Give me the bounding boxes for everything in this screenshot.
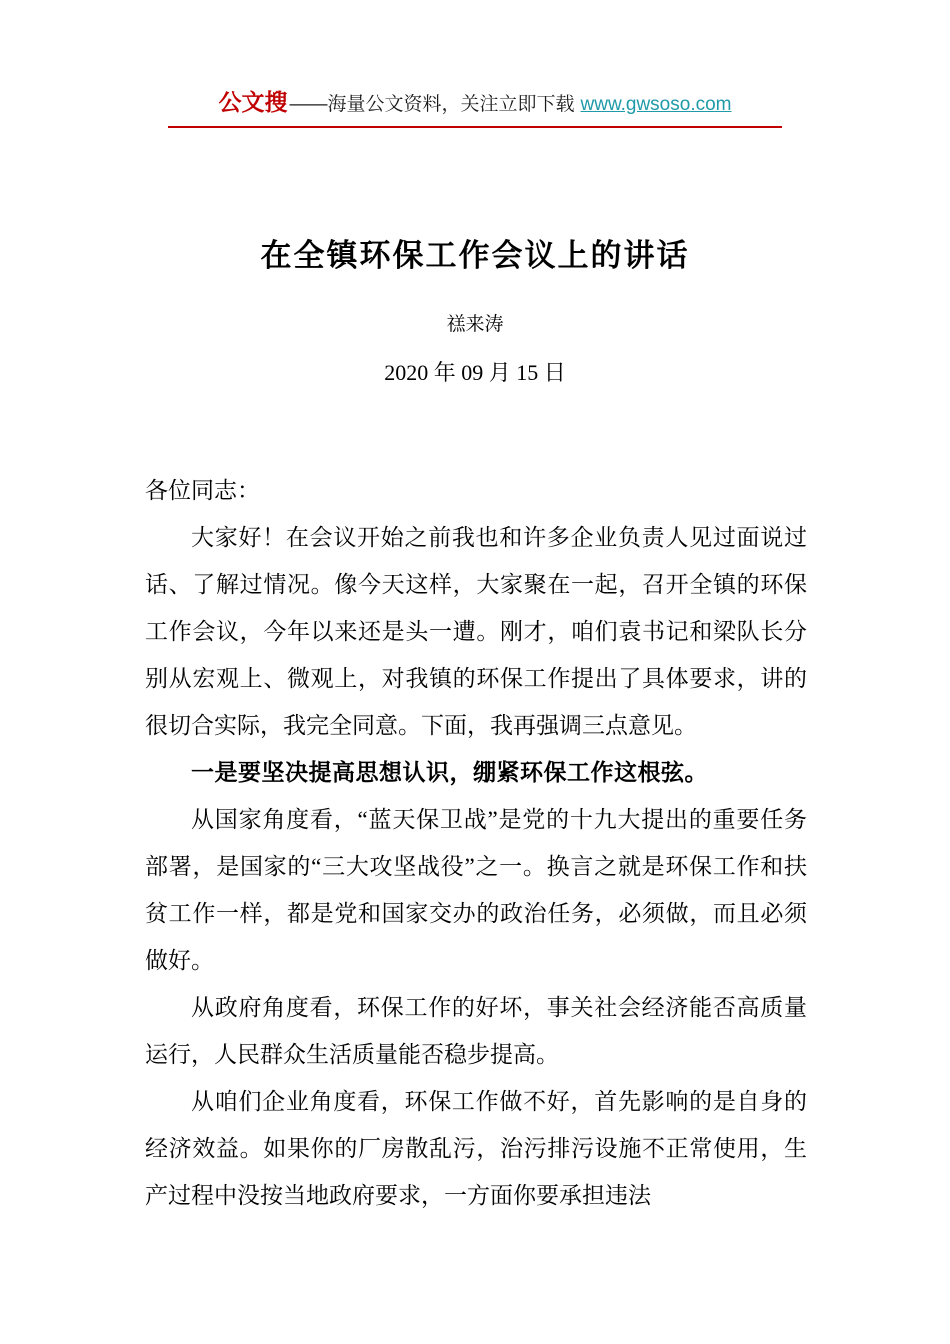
- header-divider: [168, 126, 782, 128]
- page-title: 在全镇环保工作会议上的讲话: [260, 238, 690, 273]
- body-paragraph: 大家好！在会议开始之前我也和许多企业负责人见过面说过话、了解过情况。像今天这样，大家聚在一起，召开全镇的环保工作会议，今年以来还是头一遭。刚才，咱们袁书记和梁队长分别从宏观上、微观上，对我镇的环保工作提出了具体要求，讲的很切合实际，我完全同意。下面，我再强调三点意见。: [145, 525, 807, 738]
- header-link[interactable]: www.gwsoso.com: [580, 94, 732, 115]
- salutation-line: 各位同志：: [145, 478, 260, 503]
- body-paragraph: 从咱们企业角度看，环保工作做不好，首先影响的是自身的经济效益。如果你的厂房散乱污，治污排污设施不正常使用，生产过程中没按当地政府要求，一方面你要承担违法: [145, 1089, 807, 1208]
- document-body: [145, 467, 807, 1219]
- document-author: 禚来涛: [446, 314, 504, 335]
- body-paragraph: 从国家角度看，“蓝天保卫战”是党的十九大提出的重要任务部署，是国家的“三大攻坚战役”之一。换言之就是环保工作和扶贫工作一样，都是党和国家交办的政治任务，必须做，而且必须做好。: [145, 807, 807, 973]
- header-tagline: ——海量公文资料，关注立即下载: [289, 94, 575, 115]
- brand-logo: 公文搜: [218, 89, 288, 115]
- document-date: 2020 年 09 月 15 日: [384, 360, 566, 385]
- site-header: [0, 0, 950, 117]
- section-heading: 一是要坚决提高思想认识，绷紧环保工作这根弦。: [191, 759, 708, 785]
- body-paragraph: 从政府角度看，环保工作的好坏，事关社会经济能否高质量运行，人民群众生活质量能否稳步提高。: [145, 995, 807, 1067]
